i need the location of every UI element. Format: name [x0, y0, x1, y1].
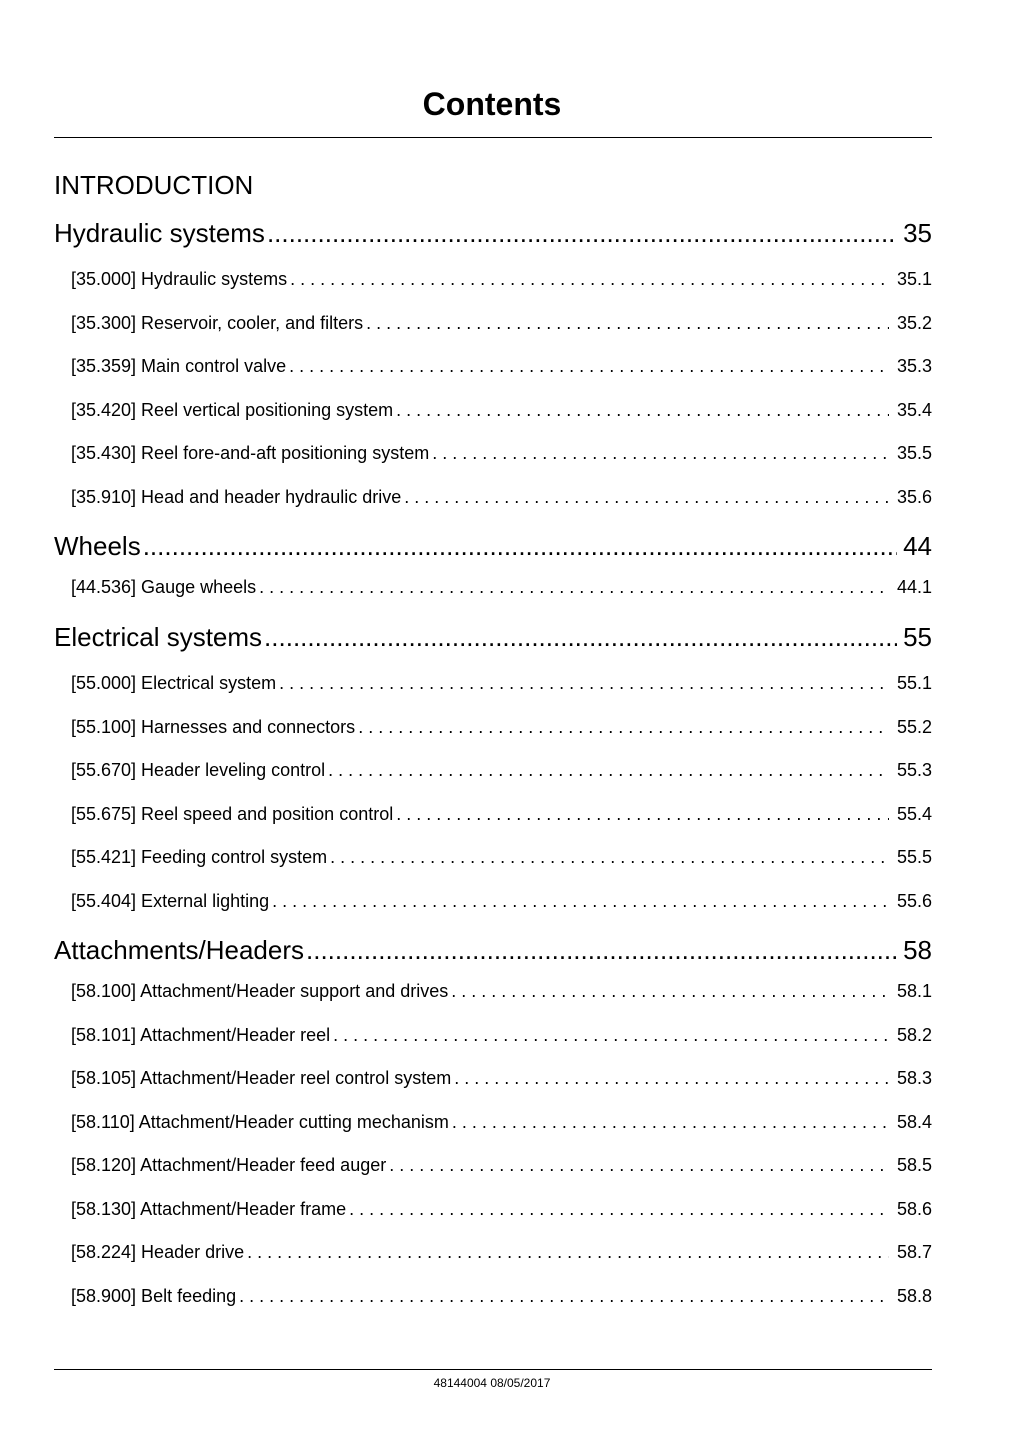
toc-entry-row[interactable] [71, 313, 932, 334]
toc-label: Hydraulic systems [54, 218, 265, 248]
dot-leader [330, 847, 889, 868]
page-title: Contents [422, 86, 562, 122]
dot-leader [366, 313, 889, 334]
toc-entry-row[interactable] [71, 804, 932, 825]
toc-entry-row[interactable] [71, 891, 932, 912]
dot-leader [389, 1155, 889, 1176]
toc-label: [55.670] Header leveling control [71, 760, 326, 780]
dot-leader [267, 218, 897, 249]
dot-leader [239, 1286, 889, 1307]
toc-page-number: 55.3 [896, 760, 932, 780]
toc-label: [58.101] Attachment/Header reel [71, 1025, 331, 1045]
toc-page-number: 55.2 [896, 717, 932, 737]
toc-label: [35.420] Reel vertical positioning system [71, 400, 394, 420]
toc-label: [35.359] Main control valve [71, 356, 287, 376]
toc-entry-row[interactable] [71, 269, 932, 290]
toc-page-number: 35.5 [896, 443, 932, 463]
toc-entry-row[interactable] [71, 847, 932, 868]
toc-label: [35.910] Head and header hydraulic drive [71, 487, 402, 507]
toc-page-number: 58.1 [896, 981, 932, 1001]
toc-label: [58.900] Belt feeding [71, 1286, 237, 1306]
dot-leader [358, 717, 889, 738]
toc-page-number: 55.5 [896, 847, 932, 867]
toc-label: [58.120] Attachment/Header feed auger [71, 1155, 387, 1175]
toc-page-number: 55.1 [896, 673, 932, 693]
dot-leader [452, 1112, 889, 1133]
toc-label: [58.110] Attachment/Header cutting mechanism [71, 1112, 449, 1132]
dot-leader [289, 356, 889, 377]
toc-label: [55.421] Feeding control system [71, 847, 328, 867]
toc-entry-row[interactable] [71, 356, 932, 377]
toc-page-number: 55 [903, 622, 932, 652]
toc-page-number: 58.5 [896, 1155, 932, 1175]
toc-entry-row[interactable] [71, 760, 932, 781]
toc-page-number: 58.7 [896, 1242, 932, 1262]
toc-entry-row[interactable] [71, 717, 932, 738]
dot-leader [396, 400, 889, 421]
toc-section-row[interactable] [54, 531, 932, 562]
toc-page-number: 35.2 [896, 313, 932, 333]
toc-page-number: 58.8 [896, 1286, 932, 1306]
dot-leader [259, 577, 889, 598]
toc-label: [58.100] Attachment/Header support and drives [71, 981, 449, 1001]
toc-page-number: 44 [903, 531, 932, 561]
toc-entry-row[interactable] [71, 1025, 932, 1046]
dot-leader [247, 1242, 889, 1263]
toc-page-number: 35.6 [896, 487, 932, 507]
toc-label: Attachments/Headers [54, 935, 305, 965]
top-divider [54, 137, 932, 138]
toc-page-number: 58.2 [896, 1025, 932, 1045]
dot-leader [454, 1068, 889, 1089]
introduction-heading[interactable]: INTRODUCTION [54, 170, 254, 200]
toc-section-row[interactable] [54, 935, 932, 966]
toc-label: [55.404] External lighting [71, 891, 270, 911]
dot-leader [272, 891, 889, 912]
dot-leader [396, 804, 889, 825]
toc-entry-row[interactable] [71, 1286, 932, 1307]
toc-label: [35.430] Reel fore-and-aft positioning system [71, 443, 430, 463]
toc-entry-row[interactable] [71, 577, 932, 598]
toc-entry-row[interactable] [71, 1068, 932, 1089]
toc-label: [58.130] Attachment/Header frame [71, 1199, 347, 1219]
toc-label: [55.000] Electrical system [71, 673, 277, 693]
toc-label: [58.224] Header drive [71, 1242, 245, 1262]
toc-label: [44.536] Gauge wheels [71, 577, 257, 597]
toc-entry-row[interactable] [71, 673, 932, 694]
toc-page-number: 58.6 [896, 1199, 932, 1219]
dot-leader [143, 531, 897, 562]
dot-leader [404, 487, 889, 508]
toc-entry-row[interactable] [71, 981, 932, 1002]
dot-leader [290, 269, 889, 290]
toc-entry-row[interactable] [71, 1155, 932, 1176]
toc-page-number: 35.3 [896, 356, 932, 376]
toc-label: [35.300] Reservoir, cooler, and filters [71, 313, 364, 333]
dot-leader [451, 981, 889, 1002]
bottom-divider [54, 1369, 932, 1370]
toc-section-row[interactable] [54, 622, 932, 653]
toc-entry-row[interactable] [71, 1242, 932, 1263]
toc-label: Electrical systems [54, 622, 263, 652]
dot-leader [328, 760, 889, 781]
toc-entry-row[interactable] [71, 487, 932, 508]
toc-page-number: 35 [903, 218, 932, 248]
toc-page-number: 55.4 [896, 804, 932, 824]
dot-leader [333, 1025, 889, 1046]
toc-label: [55.100] Harnesses and connectors [71, 717, 356, 737]
toc-entry-row[interactable] [71, 1199, 932, 1220]
dot-leader [306, 935, 897, 966]
toc-entry-row[interactable] [71, 400, 932, 421]
toc-label: [55.675] Reel speed and position control [71, 804, 394, 824]
dot-leader [349, 1199, 889, 1220]
toc-page-number: 58.4 [896, 1112, 932, 1132]
toc-page-number: 58.3 [896, 1068, 932, 1088]
toc-page-number: 35.1 [896, 269, 932, 289]
dot-leader [264, 622, 897, 653]
toc-label: [35.000] Hydraulic systems [71, 269, 288, 289]
toc-label: [58.105] Attachment/Header reel control system [71, 1068, 452, 1088]
toc-page-number: 55.6 [896, 891, 932, 911]
toc-label: Wheels [54, 531, 141, 561]
toc-entry-row[interactable] [71, 1112, 932, 1133]
toc-page-number: 58 [903, 935, 932, 965]
toc-page-number: 35.4 [896, 400, 932, 420]
document-footer: 48144004 08/05/2017 [433, 1376, 551, 1390]
toc-page-number: 44.1 [896, 577, 932, 597]
toc-entry-row[interactable] [71, 443, 932, 464]
dot-leader [432, 443, 889, 464]
dot-leader [279, 673, 889, 694]
toc-section-row[interactable] [54, 218, 932, 249]
